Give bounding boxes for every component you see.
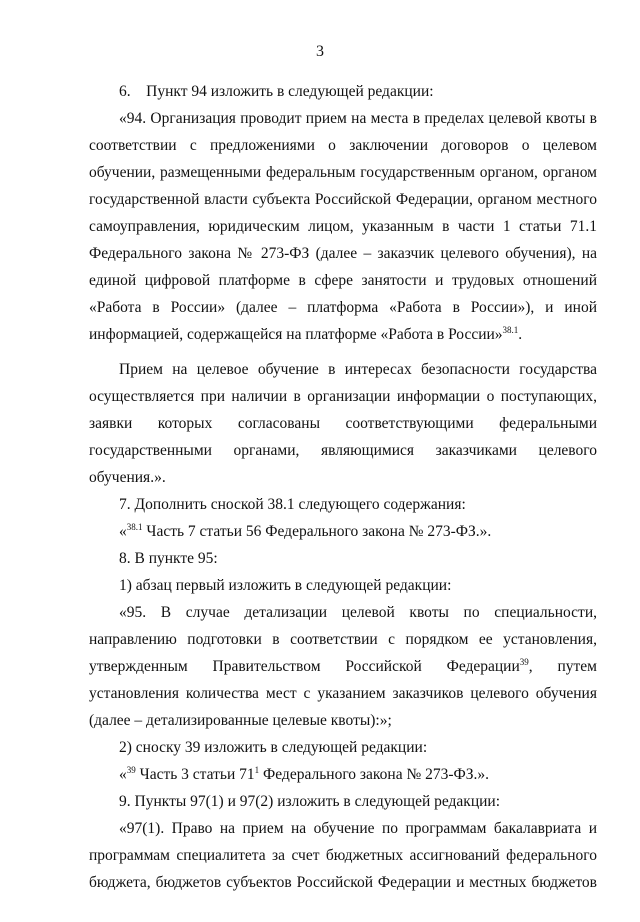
paragraph-95: [89, 599, 597, 734]
paragraph-text: «: [119, 766, 127, 783]
paragraph-sub-2: [89, 734, 597, 761]
paragraph-text-tail: Часть 3 статьи 71: [135, 766, 255, 783]
paragraph-text-tail: , путем установления количества мест с указанием заказчиков целевого обучения (далее – детализированные целевые квоты):»;: [89, 658, 597, 729]
paragraph-footnote-38-1: [89, 518, 597, 545]
paragraph-text: 7. Дополнить сноской 38.1 следующего содержания:: [119, 496, 466, 513]
paragraph-text-tail: .: [518, 326, 523, 343]
footnote-ref: 38.1: [126, 521, 143, 532]
paragraph-94: [89, 105, 597, 348]
paragraph-text-tail: Федерального закона № 273-ФЗ.».: [259, 766, 490, 783]
document-body: [89, 78, 597, 896]
paragraph-text: «94. Организация проводит прием на места в пределах целевой квоты в соответствии с предложениями о заключении договоров о целевом обучении, размещенными федеральным государственным органом, органом государственной власти субъекта Российской Федерации, органом местного самоуправления, юридическим лицом, указанным в части 1 статьи 71.1 Федерального закона № 273-ФЗ (далее – заказчик целевого обучения), на единой цифровой платформе в сфере занятости и трудовых отношений «Работа в России» (далее – платформа «Работа в России»), и иной информацией, содержащейся на платформе «Работа в России»: [89, 110, 597, 343]
paragraph-text: «: [119, 523, 127, 540]
paragraph-text: 6. Пункт 94 изложить в следующей редакции:: [119, 83, 434, 100]
paragraph-security: [89, 356, 597, 491]
paragraph-text: «95. В случае детализации целевой квоты по специальности, направлению подготовки в соответствии с порядком ее установления, утвержденным Правительством Российской Федерации: [89, 604, 597, 675]
paragraph-item-9: [89, 788, 597, 815]
paragraph-text: 1) абзац первый изложить в следующей редакции:: [119, 577, 452, 594]
footnote-ref: 39: [519, 656, 529, 667]
paragraph-text-tail: Часть 7 статьи 56 Федерального закона № 273-ФЗ.».: [142, 523, 492, 540]
page-number: 3: [316, 43, 324, 60]
footnote-ref: 38.1: [502, 324, 519, 335]
paragraph-text: «97(1). Право на прием на обучение по программам бакалавриата и программам специалитета за счет бюджетных ассигнований федерального бюджета, бюджетов субъектов Российской Федерации и местных бюджетов: [89, 820, 597, 891]
paragraph-text: 2) сноску 39 изложить в следующей редакции:: [119, 739, 428, 756]
paragraph-text: 9. Пункты 97(1) и 97(2) изложить в следующей редакции:: [119, 793, 501, 810]
paragraph-item-8: [89, 545, 597, 572]
paragraph-97-1: [89, 815, 597, 896]
footnote-ref: 39: [126, 764, 136, 775]
paragraph-text: 8. В пункте 95:: [119, 550, 218, 567]
superscript-ref: 1: [254, 764, 260, 775]
paragraph-sub-1: [89, 572, 597, 599]
paragraph-text: Прием на целевое обучение в интересах безопасности государства осуществляется при наличии в организации информации о поступающих, заявки которых согласованы соответствующими федеральными государственными органами, являющимися заказчиками целевого обучения.».: [89, 361, 597, 486]
paragraph-footnote-39: [89, 761, 597, 788]
paragraph-item-7: [89, 491, 597, 518]
paragraph-item-6: [89, 78, 597, 105]
